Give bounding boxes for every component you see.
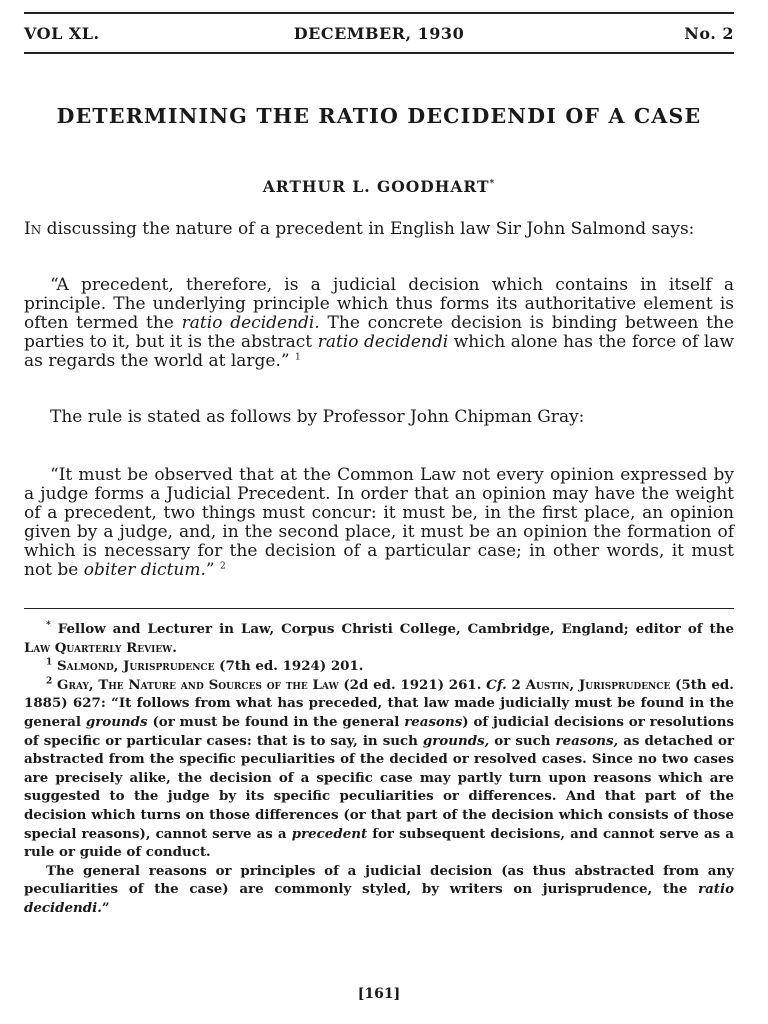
footnote-rule bbox=[24, 608, 734, 609]
quote-emphasis: ratio decidendi. bbox=[181, 313, 320, 333]
quote-salmond bbox=[24, 276, 734, 371]
footnote-text: (5th ed. 1885) 627: “It follows from what has preceded, that law made judicially must be found in the general bbox=[24, 676, 734, 730]
paragraph-gray: The rule is stated as follows by Professor John Chipman Gray: bbox=[50, 407, 585, 427]
footnote-source: Austin, Jurisprudence bbox=[525, 676, 671, 693]
footnote-text: or such bbox=[489, 732, 556, 749]
quote-emphasis: ratio decidendi bbox=[317, 332, 449, 352]
footnote-2 bbox=[24, 676, 734, 862]
footnote-text: (or must be found in the general bbox=[147, 713, 405, 730]
header-rule bbox=[24, 52, 734, 54]
quote-gray bbox=[24, 466, 734, 580]
issue-date: DECEMBER, 1930 bbox=[293, 24, 465, 43]
quote-emphasis: obiter dictum. bbox=[83, 560, 206, 580]
top-rule bbox=[24, 12, 734, 14]
footnote-emphasis: precedent bbox=[291, 825, 368, 842]
quote-text: which alone has the force of law as regards the world at large.” bbox=[24, 332, 734, 371]
paragraph-lead-word: In bbox=[24, 219, 42, 239]
footnote-2-continued bbox=[24, 862, 734, 918]
article-title: DETERMINING THE RATIO DECIDENDI OF A CASE bbox=[56, 104, 702, 128]
footnote-1 bbox=[24, 657, 734, 676]
article-author bbox=[24, 177, 734, 196]
quote-text: ” bbox=[205, 560, 215, 580]
footnote-source: Salmond, Jurisprudence bbox=[56, 658, 215, 675]
footnote-text: for subsequent decisions, and cannot serve as a rule or guide of conduct. bbox=[24, 825, 734, 861]
footnote-emphasis: reasons, bbox=[555, 732, 619, 749]
footnote-emphasis: Cf. bbox=[486, 676, 507, 693]
issue-number: No. 2 bbox=[684, 24, 734, 43]
footnote-ref: 1 bbox=[295, 352, 301, 363]
quote-text: “It must be observed that at the Common Law not every opinion expressed by a judge forms a Judicial Precedent. In order that an opinion may have the weight of a precedent, two things must concur: it must be, in the first place, an opinion given by a judge, and, in the second place, it must be an opinion the formation of which is necessary for the decision of a particular case; in other words, it must not be bbox=[24, 465, 734, 580]
quote-text: The concrete decision is binding between the parties to it, but it is the abstract bbox=[24, 313, 734, 352]
journal-page bbox=[24, 0, 734, 1024]
footnote-emphasis: ratio decidendi. bbox=[24, 881, 734, 916]
footnote-ref: 2 bbox=[220, 561, 226, 572]
author-name: ARTHUR L. GOODHART bbox=[262, 177, 490, 196]
footnote-text: 2 bbox=[506, 676, 526, 693]
footnote-text: The general reasons or principles of a judicial decision (as thus abstracted from any peculiarities of the case) are commonly styled, by writers on jurisprudence, the bbox=[24, 862, 734, 898]
footnote-text: ) of judicial decisions or resolutions of specific or particular cases: that is to say, in such bbox=[24, 713, 734, 749]
footnote-source: Law Quarterly Review. bbox=[24, 639, 177, 656]
footnote-emphasis: reasons bbox=[404, 713, 463, 730]
footnote-mark: * bbox=[46, 620, 51, 631]
author-footnote-mark: * bbox=[489, 178, 496, 189]
paragraph-intro bbox=[24, 220, 734, 239]
running-head bbox=[24, 24, 734, 48]
footnote-emphasis: grounds, bbox=[422, 732, 490, 749]
footnote-mark: 1 bbox=[46, 657, 53, 668]
paragraph-text: discussing the nature of a precedent in English law Sir John Salmond says: bbox=[41, 219, 695, 239]
footnote-text: (7th ed. 1924) 201. bbox=[214, 658, 364, 675]
page-number: [161] bbox=[357, 986, 401, 1002]
footnotes bbox=[24, 620, 734, 918]
footnote-mark: 2 bbox=[46, 676, 53, 687]
footnote-star bbox=[24, 620, 734, 657]
footnote-text: Fellow and Lecturer in Law, Corpus Christi College, Cambridge, England; editor of the bbox=[57, 621, 734, 637]
quote-text: “A precedent, therefore, is a judicial decision which contains in itself a principle. The underlying principle which thus forms its authoritative element is often termed the bbox=[24, 275, 734, 333]
volume-label: VOL XL. bbox=[24, 24, 100, 43]
footnote-text: as detached or abstracted from the specific peculiarities of the decided or resolved cases. Since no two cases are precisely alike, the decision of a specific case may partly turn upon reasons which are suggested to the judge by its specific peculiarities or differences. And that part of the decision which turns on those differences (or that part of the decision which consists of those special reasons), cannot serve as a bbox=[24, 732, 735, 842]
footnote-text: (2d ed. 1921) 261. bbox=[338, 676, 487, 693]
footnote-emphasis: grounds bbox=[85, 713, 148, 730]
footnote-text: ” bbox=[101, 899, 110, 916]
footnote-source: Gray, The Nature and Sources of the Law bbox=[57, 676, 339, 693]
